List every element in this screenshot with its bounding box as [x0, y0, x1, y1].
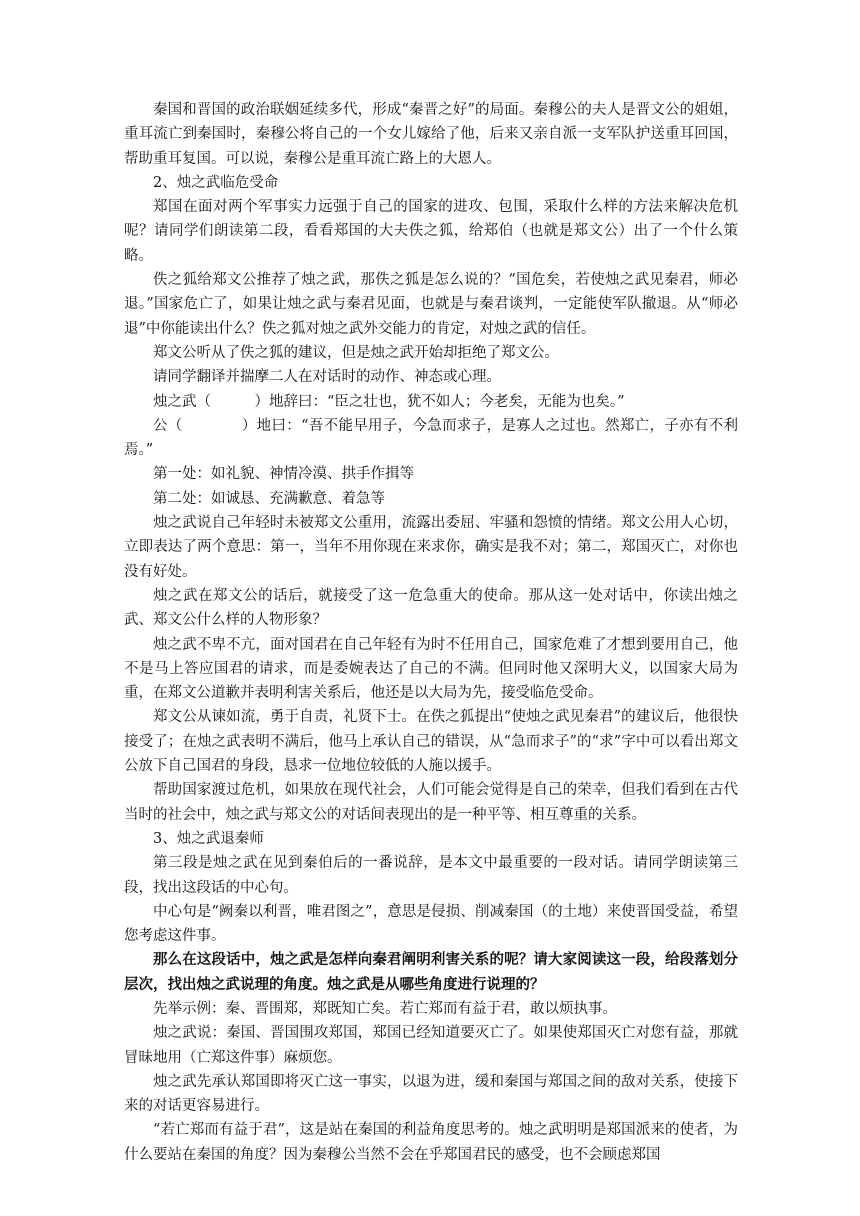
paragraph-qin-jin-alliance: 秦国和晋国的政治联姻延续多代，形成“秦晋之好”的局面。秦穆公的夫人是晋文公的姐姐，重耳流亡到秦国时，秦穆公将自己的一个女儿嫁给了他，后来又亲自派一支军队护送重耳回国，帮助重耳复国。可以说，秦穆公是重耳流亡路上的大恩人。: [124, 102, 738, 167]
paragraph-zhu-complaint: 烛之武说自己年轻时未被郑文公重用，流露出委屈、牢骚和怨愤的情绪。郑文公用人心切，立即表达了两个意思：第一，当年不用你现在来求你，确实是我不对；第二，郑国灭亡，对你也没有好处。: [124, 515, 738, 580]
paragraph-equal-relation: 帮助国家渡过危机，如果放在现代社会，人们可能会觉得是自己的荣幸，但我们看到在古代当时的社会中，烛之武与郑文公的对话间表现出的是一种平等、相互尊重的关系。: [124, 782, 738, 823]
answer-second: 第二处：如诚恳、充满歉意、着急等: [153, 490, 385, 507]
paragraph-qin-perspective: “若亡郑而有益于君”，这是站在秦国的利益角度思考的。烛之武明明是郑国派来的使者，为什么要站在秦国的角度？因为秦穆公当然不会在乎郑国君民的感受，也不会顾虑郑国: [124, 1122, 738, 1163]
paragraph-translation: 烛之武说：秦国、晋国围攻郑国，郑国已经知道要灭亡了。如果使郑国灭亡对您有益，那就冒昧地用（亡郑这件事）麻烦您。: [124, 1025, 738, 1066]
paragraph-bold-question: 那么在这段话中，烛之武是怎样向秦君阐明利害关系的呢？请大家阅读这一段，给段落划分层次，找出烛之武说理的角度。烛之武是从哪些角度进行说理的？: [124, 951, 738, 993]
paragraph-translate-task: 请同学翻译并揣摩二人在对话时的动作、神态或心理。: [153, 369, 501, 386]
paragraph-yi-zhihu-recommend: 佚之狐给郑文公推荐了烛之武，那佚之狐是怎么说的？“国危矣，若使烛之武见秦君，师必退。”国家危亡了，如果让烛之武与秦君见面，也就是与秦君谈判，一定能使军队撤退。从“师必退”中你能读出什么？佚之狐对烛之武外交能力的肯定，对烛之武的信任。: [124, 272, 738, 337]
paragraph-retreat-advance: 烛之武先承认郑国即将灭亡这一事实，以退为进，缓和秦国与郑国之间的敌对关系，使接下来的对话更容易进行。: [124, 1073, 738, 1115]
paragraph-zhu-refuses: 郑文公听从了佚之狐的建议，但是烛之武开始却拒绝了郑文公。: [153, 344, 559, 361]
paragraph-duke-character: 郑文公从谏如流，勇于自责，礼贤下士。在佚之狐提出“使烛之武见秦君”的建议后，他很快接受了；在烛之武表明不满后，他马上承认自己的错误，从“急而求子”的“求”字中可以看出郑文公放下自己国君的身段，恳求一位地位较低的人施以援手。: [124, 709, 738, 775]
paragraph-central-sentence: 中心句是“阙秦以利晋，唯君图之”，意思是侵损、削减秦国（的土地）来使晋国受益，希望您考虑这件事。: [124, 903, 738, 945]
quote-zhu-zhiwu: 烛之武（ ）地辞曰：“臣之壮也，犹不如人；今老矣，无能为也矣。”: [153, 393, 625, 410]
paragraph-character-question: 烛之武在郑文公的话后，就接受了这一危急重大的使命。那从这一处对话中，你读出烛之武、郑文公什么样的人物形象？: [124, 587, 738, 629]
paragraph-zhu-character: 烛之武不卑不亢，面对国君在自己年轻有为时不任用自己，国家危难了才想到要用自己，他不是马上答应国君的请求，而是委婉表达了自己的不满。但同时他又深明大义，以国家大局为重，在郑文公道歉并表明利害关系后，他还是以大局为先，接受临危受命。: [124, 636, 738, 702]
quote-duke-wen: 公（ ）地曰：“吾不能早用子，今急而求子，是寡人之过也。然郑亡，子亦有不利焉。”: [124, 417, 738, 459]
paragraph-example: 先举示例：秦、晋围郑，郑既知亡矣。若亡郑而有益于君，敢以烦执事。: [153, 1000, 617, 1017]
section-heading-2: 2、烛之武临危受命: [153, 174, 279, 191]
paragraph-zheng-crisis: 郑国在面对两个军事实力远强于自己的国家的进攻、包围，采取什么样的方法来解决危机呢？请同学们朗读第二段，看看郑国的大夫佚之狐，给郑伯（也就是郑文公）出了一个什么策略。: [124, 199, 738, 264]
paragraph-third-section: 第三段是烛之武在见到秦伯后的一番说辞，是本文中最重要的一段对话。请同学朗读第三段，找出这段话的中心句。: [124, 855, 738, 896]
answer-first: 第一处：如礼貌、神情冷漠、拱手作揖等: [153, 466, 414, 483]
section-heading-3: 3、烛之武退秦师: [153, 830, 264, 847]
document-page: [124, 98, 738, 1167]
